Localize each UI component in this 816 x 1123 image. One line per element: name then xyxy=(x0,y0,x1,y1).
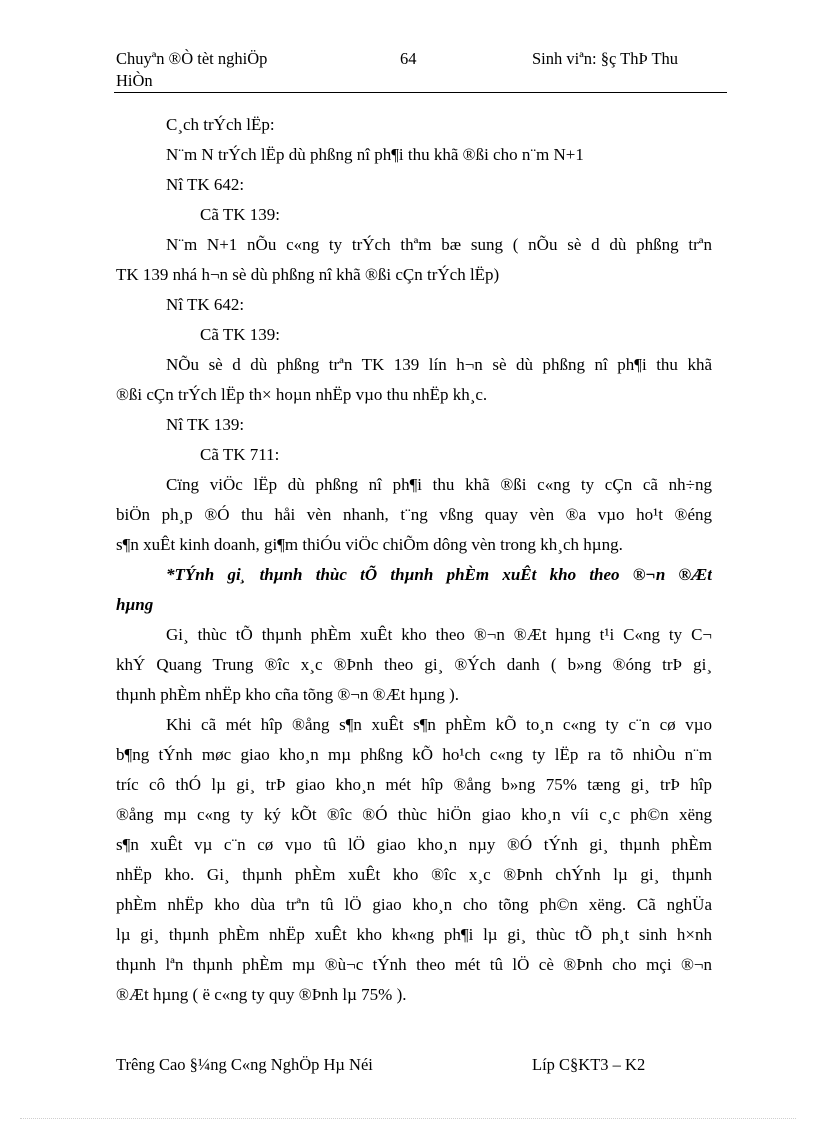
body-line: tríc cô thÓ lµ gi¸ trÞ giao kho¸n mét hîp ®ång b»ng 75% tæng gi¸ trÞ hîp xyxy=(116,775,712,794)
header-left xyxy=(116,48,326,92)
header-rule xyxy=(114,92,727,93)
body-line: Cã TK 711: xyxy=(200,445,280,464)
header-title-line1: Chuyªn ®Ò tèt nghiÖp xyxy=(116,49,268,68)
body-line: b¶ng tÝnh møc giao kho¸n mµ phßng kÕ ho¹ch c«ng ty lËp ra tõ nhiÒu n¨m xyxy=(116,745,712,764)
body-line: s¶n xuÊt vµ c¨n cø vµo tû lÖ giao kho¸n nµy ®Ó tÝnh gi¸ thµnh phÈm xyxy=(116,835,712,854)
body-line: Cã TK 139: xyxy=(200,325,280,344)
header-student: Sinh viªn: §ç ThÞ Thu xyxy=(532,49,679,68)
body-line: nhËp kho. Gi¸ thµnh phÈm xuÊt kho ®îc x¸c ®Þnh chÝnh lµ gi¸ thµnh xyxy=(116,865,712,884)
body-line: Nî TK 139: xyxy=(166,415,245,434)
body-line: ®ßi cÇn trÝch lËp th× hoµn nhËp vµo thu nhËp kh¸c. xyxy=(116,385,488,404)
body-line: thµnh lªn thµnh phÈm mµ ®ù¬c tÝnh theo mét tû lÖ cè ®Þnh cho mçi ®¬n xyxy=(116,955,712,974)
body-line: phÈm nhËp kho dùa trªn tû lÖ giao kho¸n cho tõng ph©n xëng. Cã nghÜa xyxy=(116,895,712,914)
body-line: Cïng viÖc lËp dù phßng nî ph¶i thu khã ®ßi c«ng ty cÇn cã nh÷ng xyxy=(166,475,712,494)
body-line: ®ång mµ c«ng ty ký kÕt ®îc ®Ó thùc hiÖn giao kho¸n víi c¸c ph©n xëng xyxy=(116,805,712,824)
body-line: biÖn ph¸p ®Ó thu håi vèn nhanh, t¨ng vßng quay vèn ®a vµo ho¹t ®éng xyxy=(116,505,712,524)
body-line: Nî TK 642: xyxy=(166,175,245,194)
body-line: Nî TK 642: xyxy=(166,295,245,314)
body-line: Khi cã mét hîp ®ång s¶n xuÊt s¶n phÈm kÕ to¸n c«ng ty c¨n cø vµo xyxy=(166,715,712,734)
header-title-line2: HiÒn xyxy=(116,71,153,90)
footer-school: Trêng Cao §¼ng C«ng NghÖp Hµ Néi xyxy=(116,1055,373,1074)
body-line: N¨m N+1 nÕu c«ng ty trÝch thªm bæ sung ( nÕu sè d dù phßng trªn xyxy=(166,235,712,254)
body-line: hµng xyxy=(116,595,154,614)
body-line: Cã TK 139: xyxy=(200,205,280,224)
body-line: C¸ch trÝch lËp: xyxy=(166,115,275,134)
body-line: ®Æt hµng ( ë c«ng ty quy ®Þnh lµ 75% ). xyxy=(116,985,407,1004)
body-text xyxy=(116,110,712,1010)
body-line: Gi¸ thùc tÕ thµnh phÈm xuÊt kho theo ®¬n ®Æt hµng t¹i C«ng ty C¬ xyxy=(166,625,712,644)
body-line: lµ gi¸ thµnh phÈm nhËp xuÊt kho kh«ng ph¶i lµ gi¸ thùc tÕ ph¸t sinh h×nh xyxy=(116,925,712,944)
body-line: *TÝnh gi¸ thµnh thùc tÕ thµnh phÈm xuÊt kho theo ®¬n ®Æt xyxy=(166,565,712,584)
body-line: khÝ Quang Trung ®îc x¸c ®Þnh theo gi¸ ®Ých danh ( b»ng ®óng trÞ gi¸ xyxy=(116,655,712,674)
body-line: thµnh phÈm nhËp kho cña tõng ®¬n ®Æt hµng ). xyxy=(116,685,460,704)
footer-class: Líp C§KT3 – K2 xyxy=(532,1055,646,1074)
body-line: s¶n xuÊt kinh doanh, gi¶m thiÓu viÖc chiÕm dông vèn trong kh¸ch hµng. xyxy=(116,535,623,554)
page-edge-divider xyxy=(20,1118,796,1119)
body-line: NÕu sè d dù phßng trªn TK 139 lín h¬n sè dù phßng nî ph¶i thu khã xyxy=(166,355,712,374)
page-number: 64 xyxy=(400,49,417,68)
body-line: N¨m N trÝch lËp dù phßng nî ph¶i thu khã ®ßi cho n¨m N+1 xyxy=(166,145,584,164)
body-line: TK 139 nhá h¬n sè dù phßng nî khã ®ßi cÇn trÝch lËp) xyxy=(116,265,500,284)
